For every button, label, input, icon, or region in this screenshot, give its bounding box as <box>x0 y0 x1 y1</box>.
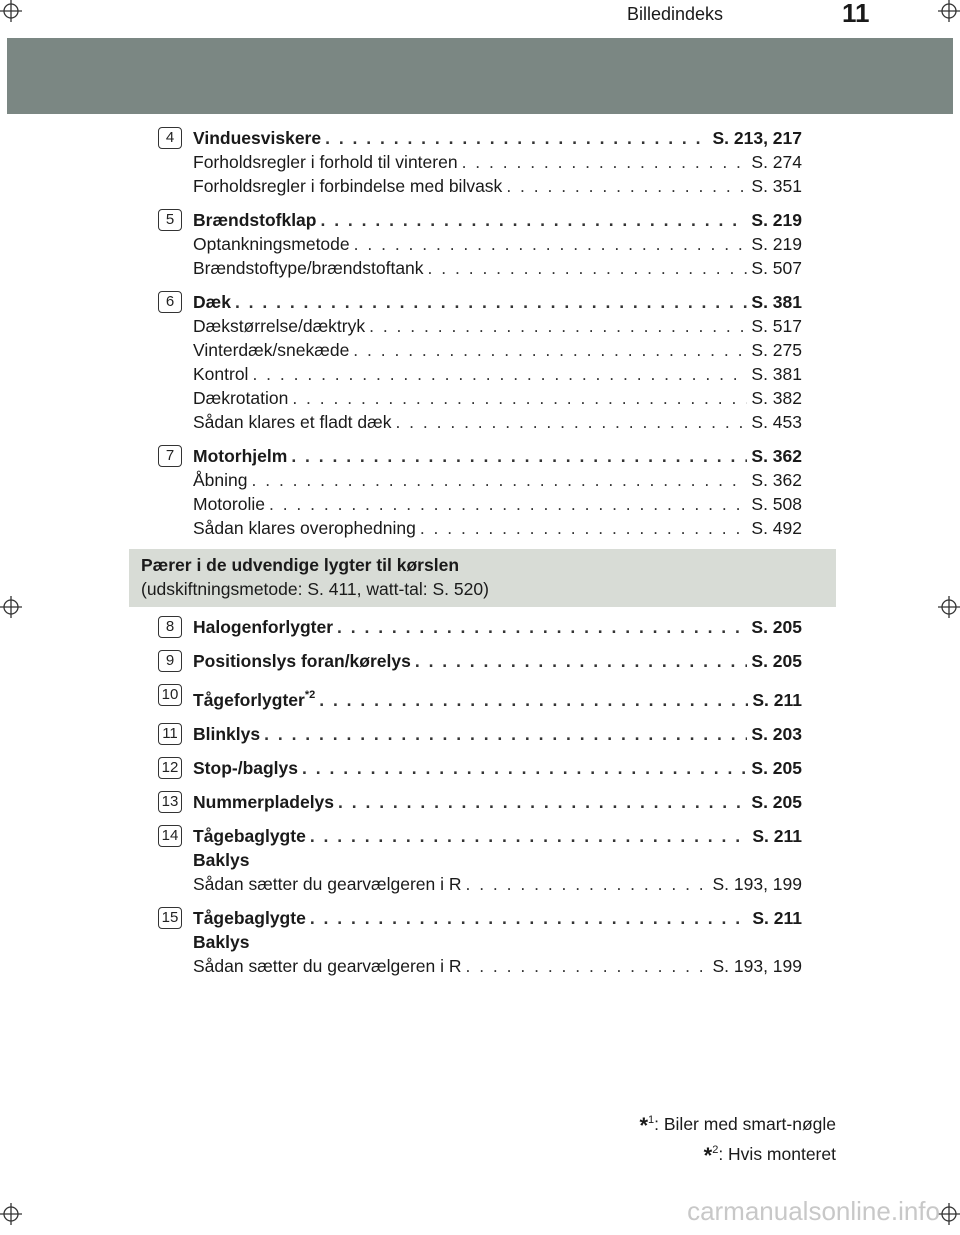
index-group <box>158 208 802 280</box>
footnote-2 <box>639 1138 836 1168</box>
entry-label: Vinduesviskere <box>193 128 322 148</box>
page-number: 11 <box>842 0 870 28</box>
index-group <box>158 683 802 712</box>
entry-heading: Baklys <box>193 932 250 952</box>
entry-label: Halogenforlygter <box>193 617 334 637</box>
index-entry[interactable] <box>193 790 802 814</box>
entry-label: Dækstørrelse/dæktryk <box>193 316 366 336</box>
page-ref: S. 219 <box>751 234 802 254</box>
page-ref: S. 275 <box>751 340 802 360</box>
entry-label: Optankningsmetode <box>193 234 350 254</box>
entry-label: Åbning <box>193 470 248 490</box>
callout-number-badge: 4 <box>158 127 182 149</box>
entry-label: Dæk <box>193 292 231 312</box>
header-band <box>7 38 953 114</box>
footnote-star: * <box>639 1113 649 1138</box>
leader-dots <box>302 756 747 780</box>
leader-dots <box>264 722 747 746</box>
crop-mark-icon <box>0 596 22 618</box>
leader-dots <box>252 468 748 492</box>
index-entry[interactable] <box>193 906 802 930</box>
footnotes <box>639 1108 836 1168</box>
callout-number-badge: 10 <box>158 684 182 706</box>
page-ref: S. 507 <box>751 258 802 278</box>
entry-label: Dækrotation <box>193 388 289 408</box>
page-ref: S. 205 <box>751 651 802 671</box>
page-ref: S. 213, 217 <box>712 128 802 148</box>
index-entry[interactable] <box>193 516 802 540</box>
leader-dots <box>465 954 708 978</box>
callout-number-badge: 11 <box>158 723 182 745</box>
leader-dots <box>353 338 747 362</box>
index-group <box>158 906 802 978</box>
page-ref: S. 205 <box>751 758 802 778</box>
index-entry[interactable] <box>193 126 802 150</box>
callout-number-badge: 13 <box>158 791 182 813</box>
footnote-1 <box>639 1108 836 1138</box>
leader-dots <box>292 386 747 410</box>
index-group <box>158 722 802 746</box>
footnote-index: 2 <box>712 1144 719 1156</box>
footnote-text: : Hvis monteret <box>718 1144 836 1164</box>
leader-dots <box>269 492 747 516</box>
page-ref: S. 381 <box>751 364 802 384</box>
page-ref: S. 205 <box>751 792 802 812</box>
index-entry[interactable] <box>193 683 802 712</box>
index-entry[interactable] <box>193 256 802 280</box>
index-group <box>158 290 802 434</box>
index-entry[interactable] <box>193 290 802 314</box>
index-entry[interactable] <box>193 615 802 639</box>
section-title: Pærer i de udvendige lygter til kørslen <box>141 555 460 575</box>
index-entry[interactable] <box>193 208 802 232</box>
entry-label: Sådan sætter du gearvælgeren i R <box>193 874 462 894</box>
page-ref: S. 508 <box>751 494 802 514</box>
leader-dots <box>506 174 747 198</box>
crop-mark-icon <box>0 0 22 22</box>
leader-dots <box>235 290 747 314</box>
page-ref: S. 351 <box>751 176 802 196</box>
index-entry[interactable] <box>193 362 802 386</box>
crop-mark-icon <box>0 1203 22 1225</box>
index-entry[interactable] <box>193 338 802 362</box>
entry-label: Vinterdæk/snekæde <box>193 340 350 360</box>
page-ref: S. 453 <box>751 412 802 432</box>
leader-dots <box>354 232 748 256</box>
entry-label: Nummerpladelys <box>193 792 335 812</box>
index-entry[interactable] <box>193 722 802 746</box>
page-ref: S. 362 <box>751 446 802 466</box>
leader-dots <box>319 688 748 712</box>
callout-number-badge: 7 <box>158 445 182 467</box>
leader-dots <box>337 615 747 639</box>
page-ref: S. 219 <box>751 210 802 230</box>
page-ref: S. 381 <box>751 292 802 312</box>
callout-number-badge: 12 <box>158 757 182 779</box>
index-entry[interactable] <box>193 410 802 434</box>
footnote-star: * <box>703 1143 713 1168</box>
leader-dots <box>252 362 747 386</box>
index-group <box>158 790 802 814</box>
leader-dots <box>428 256 748 280</box>
leader-dots <box>320 208 747 232</box>
crop-mark-icon <box>938 596 960 618</box>
crop-mark-icon <box>938 1203 960 1225</box>
leader-dots <box>310 824 749 848</box>
index-entry[interactable] <box>193 150 802 174</box>
entry-label: Kontrol <box>193 364 249 384</box>
entry-label: Brændstofklap <box>193 210 317 230</box>
entry-label: Tågebaglygte <box>193 908 306 928</box>
index-entry[interactable] <box>193 174 802 198</box>
leader-dots <box>325 126 708 150</box>
page-ref: S. 492 <box>751 518 802 538</box>
callout-number-badge: 14 <box>158 825 182 847</box>
callout-number-badge: 8 <box>158 616 182 638</box>
index-entry[interactable] <box>193 232 802 256</box>
index-group <box>158 756 802 780</box>
entry-label: Forholdsregler i forhold til vinteren <box>193 152 458 172</box>
footnote-marker: *2 <box>304 689 316 701</box>
index-list-bottom <box>158 615 802 988</box>
leader-dots <box>395 410 747 434</box>
page-ref: S. 362 <box>751 470 802 490</box>
index-group <box>158 824 802 896</box>
leader-dots <box>291 444 747 468</box>
index-list-top <box>158 126 802 550</box>
entry-label: Sådan sætter du gearvælgeren i R <box>193 956 462 976</box>
entry-label: Sådan klares et fladt dæk <box>193 412 392 432</box>
crop-mark-icon <box>938 0 960 22</box>
entry-label: Forholdsregler i forbindelse med bilvask <box>193 176 503 196</box>
entry-label: Stop-/baglys <box>193 758 299 778</box>
index-entry[interactable] <box>193 872 802 896</box>
page-ref: S. 211 <box>752 690 802 710</box>
leader-dots <box>310 906 749 930</box>
header-title: Billedindeks <box>627 4 724 24</box>
index-group <box>158 615 802 639</box>
entry-label: Blinklys <box>193 724 261 744</box>
index-group <box>158 649 802 673</box>
index-group <box>158 444 802 540</box>
callout-number-badge: 9 <box>158 650 182 672</box>
index-entry[interactable] <box>193 824 802 848</box>
watermark: carmanualsonline.info <box>687 1196 940 1226</box>
entry-label: Tågebaglygte <box>193 826 306 846</box>
footnote-text: : Biler med smart-nøgle <box>654 1114 836 1134</box>
page-ref: S. 274 <box>751 152 802 172</box>
leader-dots <box>369 314 747 338</box>
index-entry[interactable] <box>193 492 802 516</box>
entry-label: Sådan klares overophedning <box>193 518 416 538</box>
entry-label-text: Tågeforlygter <box>193 690 305 710</box>
index-entry[interactable] <box>193 756 802 780</box>
index-entry[interactable] <box>193 954 802 978</box>
callout-number-badge: 5 <box>158 209 182 231</box>
callout-number-badge: 15 <box>158 907 182 929</box>
entry-label: Motorhjelm <box>193 446 288 466</box>
callout-number-badge: 6 <box>158 291 182 313</box>
page-ref: S. 517 <box>751 316 802 336</box>
index-entry[interactable] <box>193 468 802 492</box>
index-entry[interactable] <box>193 444 802 468</box>
index-group <box>158 126 802 198</box>
page-header <box>7 0 953 38</box>
page-ref: S. 211 <box>752 908 802 928</box>
leader-dots <box>465 872 708 896</box>
entry-heading: Baklys <box>193 850 250 870</box>
section-subtitle: (udskiftningsmetode: S. 411, watt-tal: S. 520) <box>141 579 489 599</box>
leader-dots <box>462 150 748 174</box>
entry-label: Brændstoftype/brændstoftank <box>193 258 424 278</box>
footnote-index: 1 <box>648 1114 655 1126</box>
page-ref: S. 203 <box>751 724 802 744</box>
page-ref: S. 193, 199 <box>712 956 802 976</box>
index-entry[interactable] <box>193 649 802 673</box>
entry-label: Positionslys foran/kørelys <box>193 651 411 671</box>
index-entry[interactable] <box>193 386 802 410</box>
leader-dots <box>415 649 748 673</box>
page-ref: S. 205 <box>751 617 802 637</box>
leader-dots <box>338 790 747 814</box>
page-ref: S. 382 <box>751 388 802 408</box>
page-ref: S. 193, 199 <box>712 874 802 894</box>
index-entry[interactable] <box>193 314 802 338</box>
entry-label <box>193 683 315 712</box>
entry-label: Motorolie <box>193 494 265 514</box>
page-ref: S. 211 <box>752 826 802 846</box>
section-heading-box <box>129 549 836 607</box>
leader-dots <box>420 516 748 540</box>
